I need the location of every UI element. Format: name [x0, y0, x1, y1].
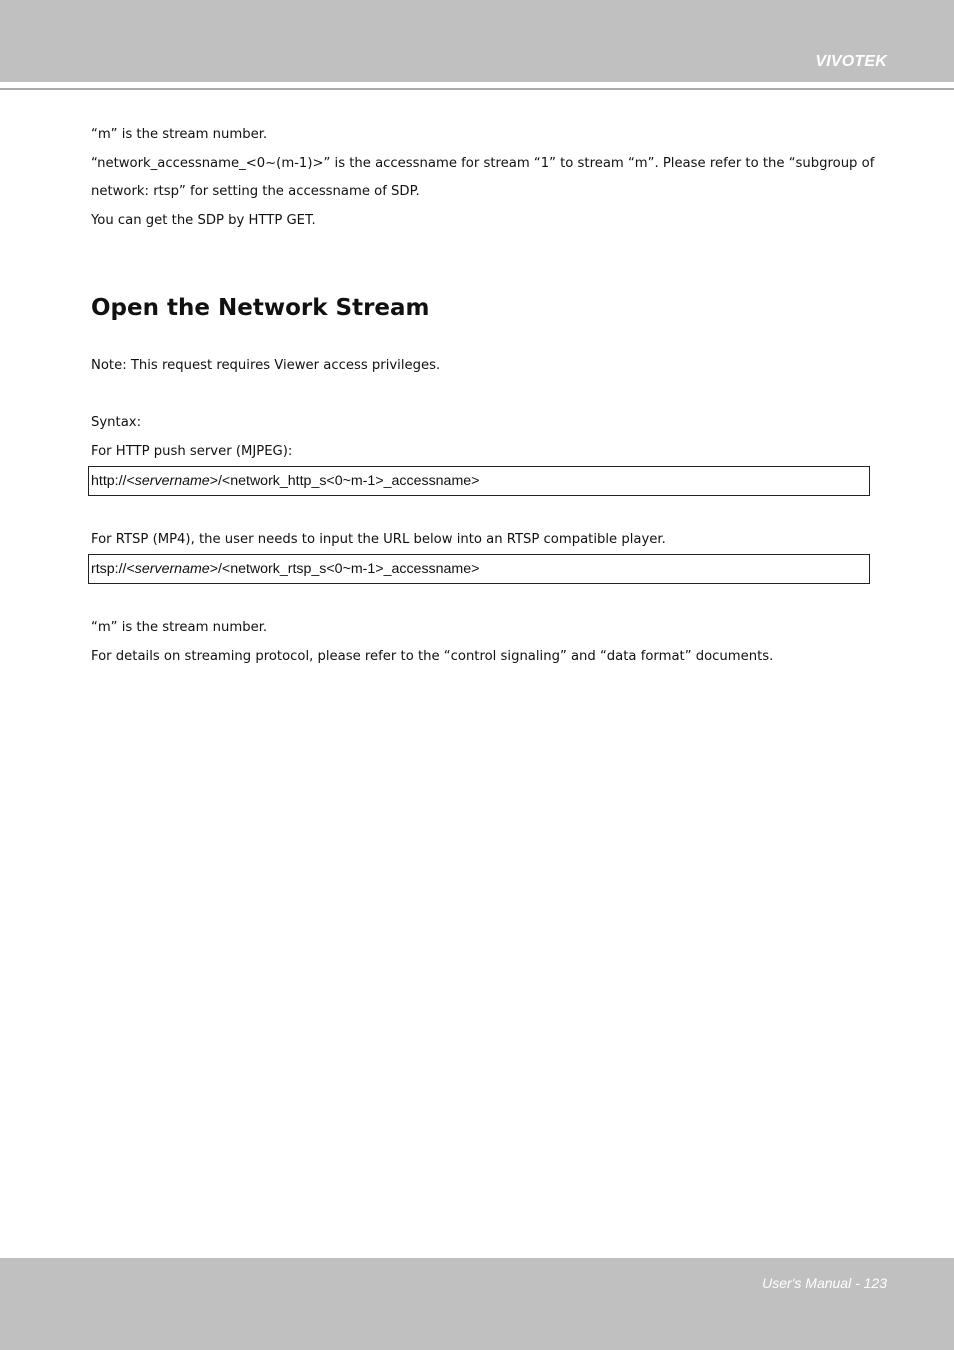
rtsp-label: For RTSP (MP4), the user needs to input the URL below into an RTSP compatible player. [91, 532, 666, 547]
http-url [91, 473, 479, 489]
http-url-suffix: >/<network_http_s<0~m-1>_accessname> [209, 473, 480, 489]
brand-logo-text: VIVOTEK [815, 53, 887, 70]
page-footer [0, 1258, 954, 1350]
section-title: Open the Network Stream [91, 295, 430, 321]
accessname-description-line1: “network_accessname_<0~(m-1)>” is the accessname for stream “1” to stream “m”. Please refer to the “subgroup of [91, 156, 875, 171]
header-divider [0, 88, 954, 90]
rtsp-url-suffix: >/<network_rtsp_s<0~m-1>_accessname> [209, 561, 480, 577]
privilege-note: Note: This request requires Viewer access privileges. [91, 358, 441, 373]
page-header [0, 0, 954, 82]
http-url-box [88, 466, 870, 496]
protocol-details-note: For details on streaming protocol, please refer to the “control signaling” and “data format” documents. [91, 649, 774, 664]
http-push-label: For HTTP push server (MJPEG): [91, 444, 293, 459]
rtsp-url [91, 561, 479, 577]
http-url-servername: servername [134, 473, 210, 489]
http-url-prefix: http://< [91, 473, 135, 489]
page-number: User's Manual - 123 [762, 1275, 887, 1291]
rtsp-url-servername: servername [134, 561, 210, 577]
rtsp-url-prefix: rtsp://< [91, 561, 135, 577]
stream-number-note: “m” is the stream number. [91, 620, 268, 635]
accessname-description-line2: network: rtsp” for setting the accessname of SDP. [91, 184, 420, 199]
stream-number-text: “m” is the stream number. [91, 127, 268, 142]
rtsp-url-box [88, 554, 870, 584]
sdp-get-text: You can get the SDP by HTTP GET. [91, 213, 316, 228]
syntax-label: Syntax: [91, 415, 142, 430]
